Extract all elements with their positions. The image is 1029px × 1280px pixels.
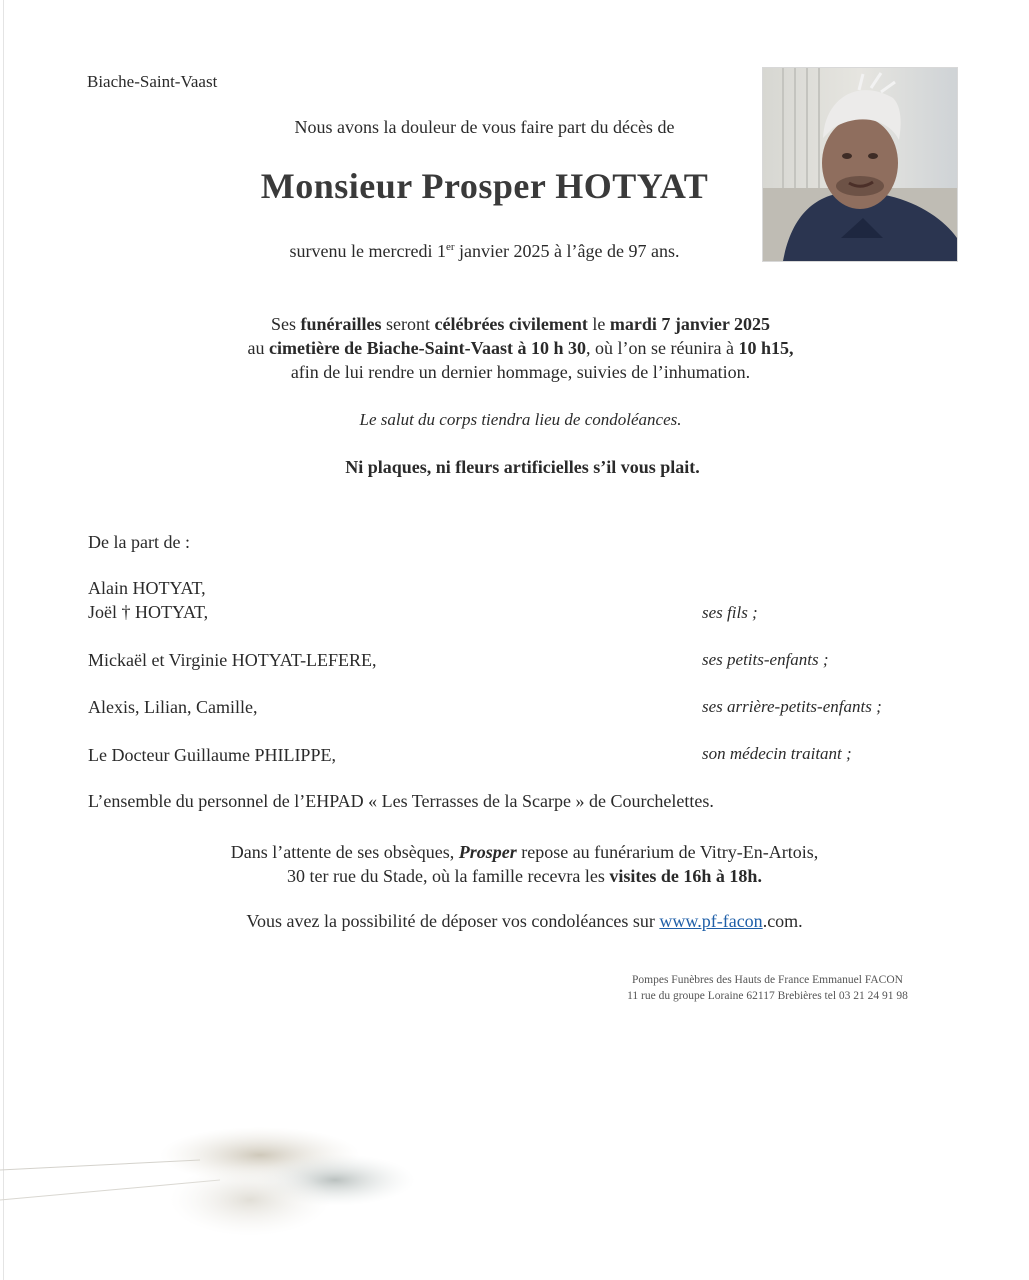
place-name: Biache-Saint-Vaast [87,72,218,91]
footer-line-1: Pompes Funèbres des Hauts de France Emmanuel FACON [632,974,903,986]
ehpad-staff-line: L’ensemble du personnel de l’EHPAD « Les Terrasses de la Scarpe » de Courchelettes. [88,791,714,811]
family-relation: ses fils ; [702,603,758,622]
funeral-l1-d: célébrées civilement [434,314,588,334]
grass-decoration [0,1110,460,1270]
repose-line-2 [10,864,1029,888]
portrait-photo-image [763,68,957,261]
repose-l1-b: Prosper [458,842,517,862]
repose-details [10,840,1029,888]
portrait-photo [762,67,958,262]
funeral-l2-a: au [247,338,270,358]
funeral-l2-d: 10 h15, [738,338,794,358]
funeral-l2-c: , où l’on se réunira à [586,338,739,358]
family-relation: son médecin traitant ; [702,744,852,763]
grass-decoration-image [0,1110,460,1270]
from-heading: De la part de : [88,532,190,552]
repose-l1-a: Dans l’attente de ses obsèques, [230,842,459,862]
family-name-row: Le Docteur Guillaume PHILIPPE, [88,745,336,765]
repose-l2-b: visites de 16h à 18h. [609,866,762,886]
no-plaques-note: Ni plaques, ni fleurs artificielles s’il vous plait. [345,457,700,477]
family-name-row: Mickaël et Virginie HOTYAT-LEFERE, [88,650,377,670]
death-date-after: janvier 2025 à l’âge de 97 ans. [454,241,680,261]
funeral-line-3: afin de lui rendre un dernier hommage, suivies de l’inhumation. [290,362,751,382]
condolences-text: Vous avez la possibilité de déposer vos condoléances sur [246,911,660,931]
funeral-line-2 [6,336,1029,360]
funeral-home-footer [560,972,975,1004]
repose-l2-a: 30 ter rue du Stade, où la famille recevra les [287,866,610,886]
death-date-sup: er [445,241,455,253]
funeral-l1-e: le [587,314,610,334]
footer-line-2: 11 rue du groupe Loraine 62117 Brebières tel 03 21 24 91 98 [627,990,908,1002]
family-relation: ses arrière-petits-enfants ; [702,697,882,716]
family-relation: ses petits-enfants ; [702,650,829,669]
funeral-l1-f: mardi 7 janvier 2025 [609,314,771,334]
funeral-l1-b: funérailles [300,314,382,334]
family-name-row: Alexis, Lilian, Camille, [88,697,258,717]
deceased-name: Monsieur Prosper HOTYAT [260,166,709,206]
repose-line-1 [10,840,1029,864]
funeral-l1-c: seront [381,314,435,334]
death-date-before: survenu le mercredi 1 [289,241,446,261]
condolences-link[interactable]: www.pf-facon [659,911,763,931]
condolences-line [10,911,1029,932]
intro-text: Nous avons la douleur de vous faire part du décès de [294,117,675,137]
funeral-l2-b: cimetière de Biache-Saint-Vaast à 10 h 30 [269,338,586,358]
salut-note: Le salut du corps tiendra lieu de condoléances. [359,410,682,429]
funeral-line-1 [6,312,1029,336]
repose-l1-c: repose au funérarium de Vitry-En-Artois, [516,842,819,862]
family-name-row: Alain HOTYAT, [88,578,206,598]
family-name-row: Joël † HOTYAT, [88,602,209,622]
funeral-l1-a: Ses [270,314,301,334]
condolences-link-suffix: .com. [762,911,803,931]
funeral-details [6,312,1029,384]
